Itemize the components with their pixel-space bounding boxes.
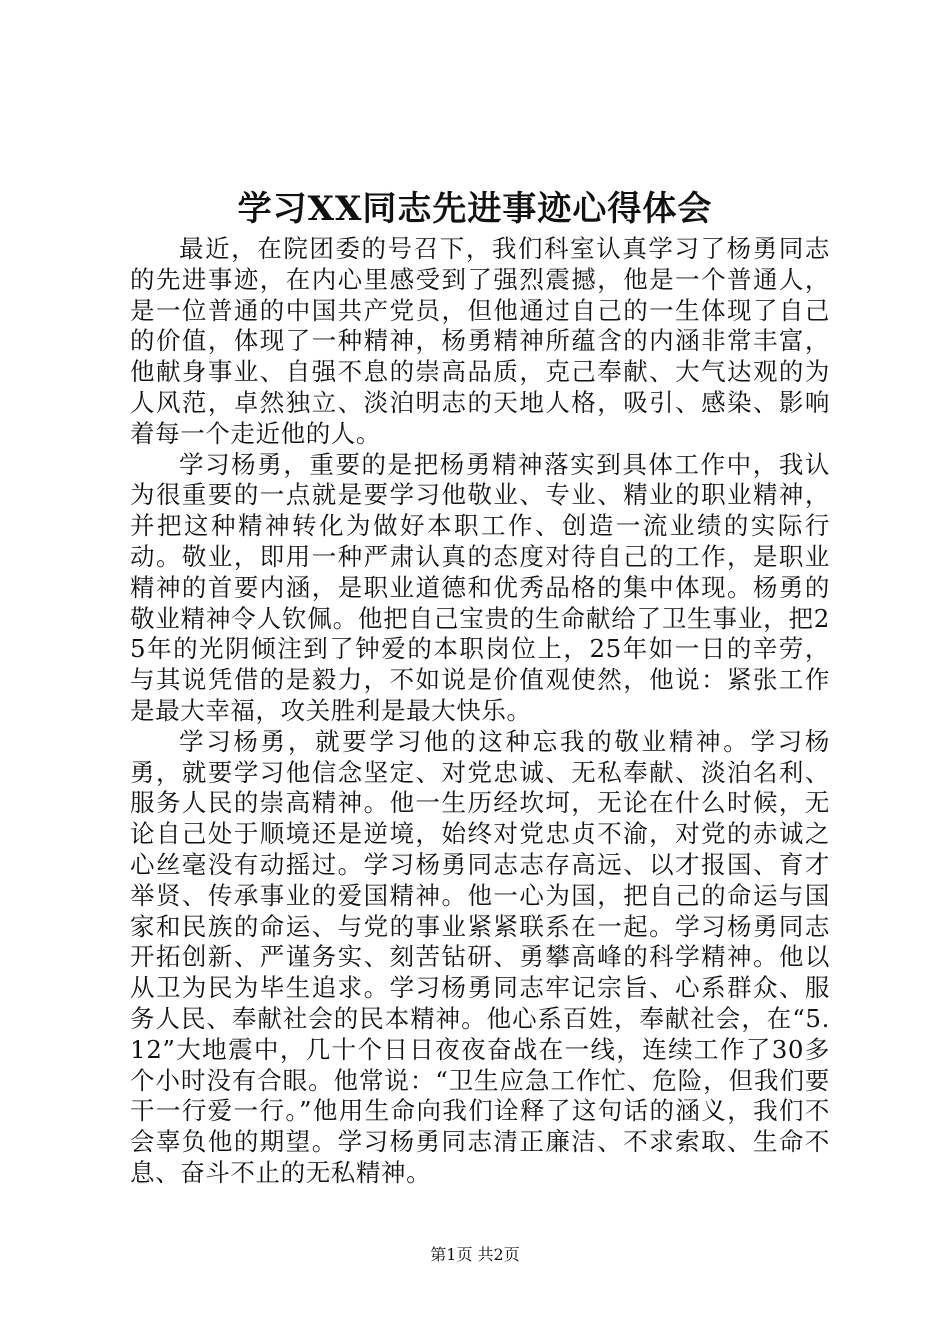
page-number-footer: 第1页 共2页: [430, 1245, 520, 1264]
paragraph-2: 学习杨勇，重要的是把杨勇精神落实到具体工作中，我认为很重要的一点就是要学习他敬业、专业、精业的职业精神，并把这种精神转化为做好本职工作、创造一流业绩的实际行动。敬业，即用一种严肃认真的态度对待自己的工作，是职业精神的首要内涵，是职业道德和优秀品格的集中体现。杨勇的敬业精神令人钦佩。他把自己宝贵的生命献给了卫生事业，把25年的光阴倾注到了钟爱的本职岗位上，25年如一日的辛劳，与其说凭借的是毅力，不如说是价值观使然，他说：紧张工作是最大幸福，攻关胜利是最大快乐。: [130, 449, 830, 725]
paragraph-3: 学习杨勇，就要学习他的这种忘我的敬业精神。学习杨勇，就要学习他信念坚定、对党忠诚、无私奉献、淡泊名利、服务人民的崇高精神。他一生历经坎坷，无论在什么时候，无论自己处于顺境还是逆境，始终对党忠贞不渝，对党的赤诚之心丝毫没有动摇过。学习杨勇同志志存高远、以才报国、育才举贤、传承事业的爱国精神。他一心为国，把自己的命运与国家和民族的命运、与党的事业紧紧联系在一起。学习杨勇同志开拓创新、严谨务实、刻苦钻研、勇攀高峰的科学精神。他以从卫为民为毕生追求。学习杨勇同志牢记宗旨、心系群众、服务人民、奉献社会的民本精神。他心系百姓，奉献社会，在“5.12”大地震中，几十个日日夜夜奋战在一线，连续工作了30多个小时没有合眼。他常说：“卫生应急工作忙、危险，但我们要干一行爱一行。”他用生命向我们诠释了这句话的涵义，我们不会辜负他的期望。学习杨勇同志清正廉洁、不求索取、生命不息、奋斗不止的无私精神。: [130, 726, 830, 1187]
paragraph-1: 最近，在院团委的号召下，我们科室认真学习了杨勇同志的先进事迹，在内心里感受到了强烈震撼，他是一个普通人，是一位普通的中国共产党员，但他通过自己的一生体现了自己的价值，体现了一种精神，杨勇精神所蕴含的内涵非常丰富，他献身事业、自强不息的崇高品质，克己奉献、大气达观的为人风范，卓然独立、淡泊明志的天地人格，吸引、感染、影响着每一个走近他的人。: [130, 234, 830, 448]
document-body: [130, 234, 830, 1189]
document-title: 学习XX同志先进事迹心得体会: [237, 189, 713, 229]
